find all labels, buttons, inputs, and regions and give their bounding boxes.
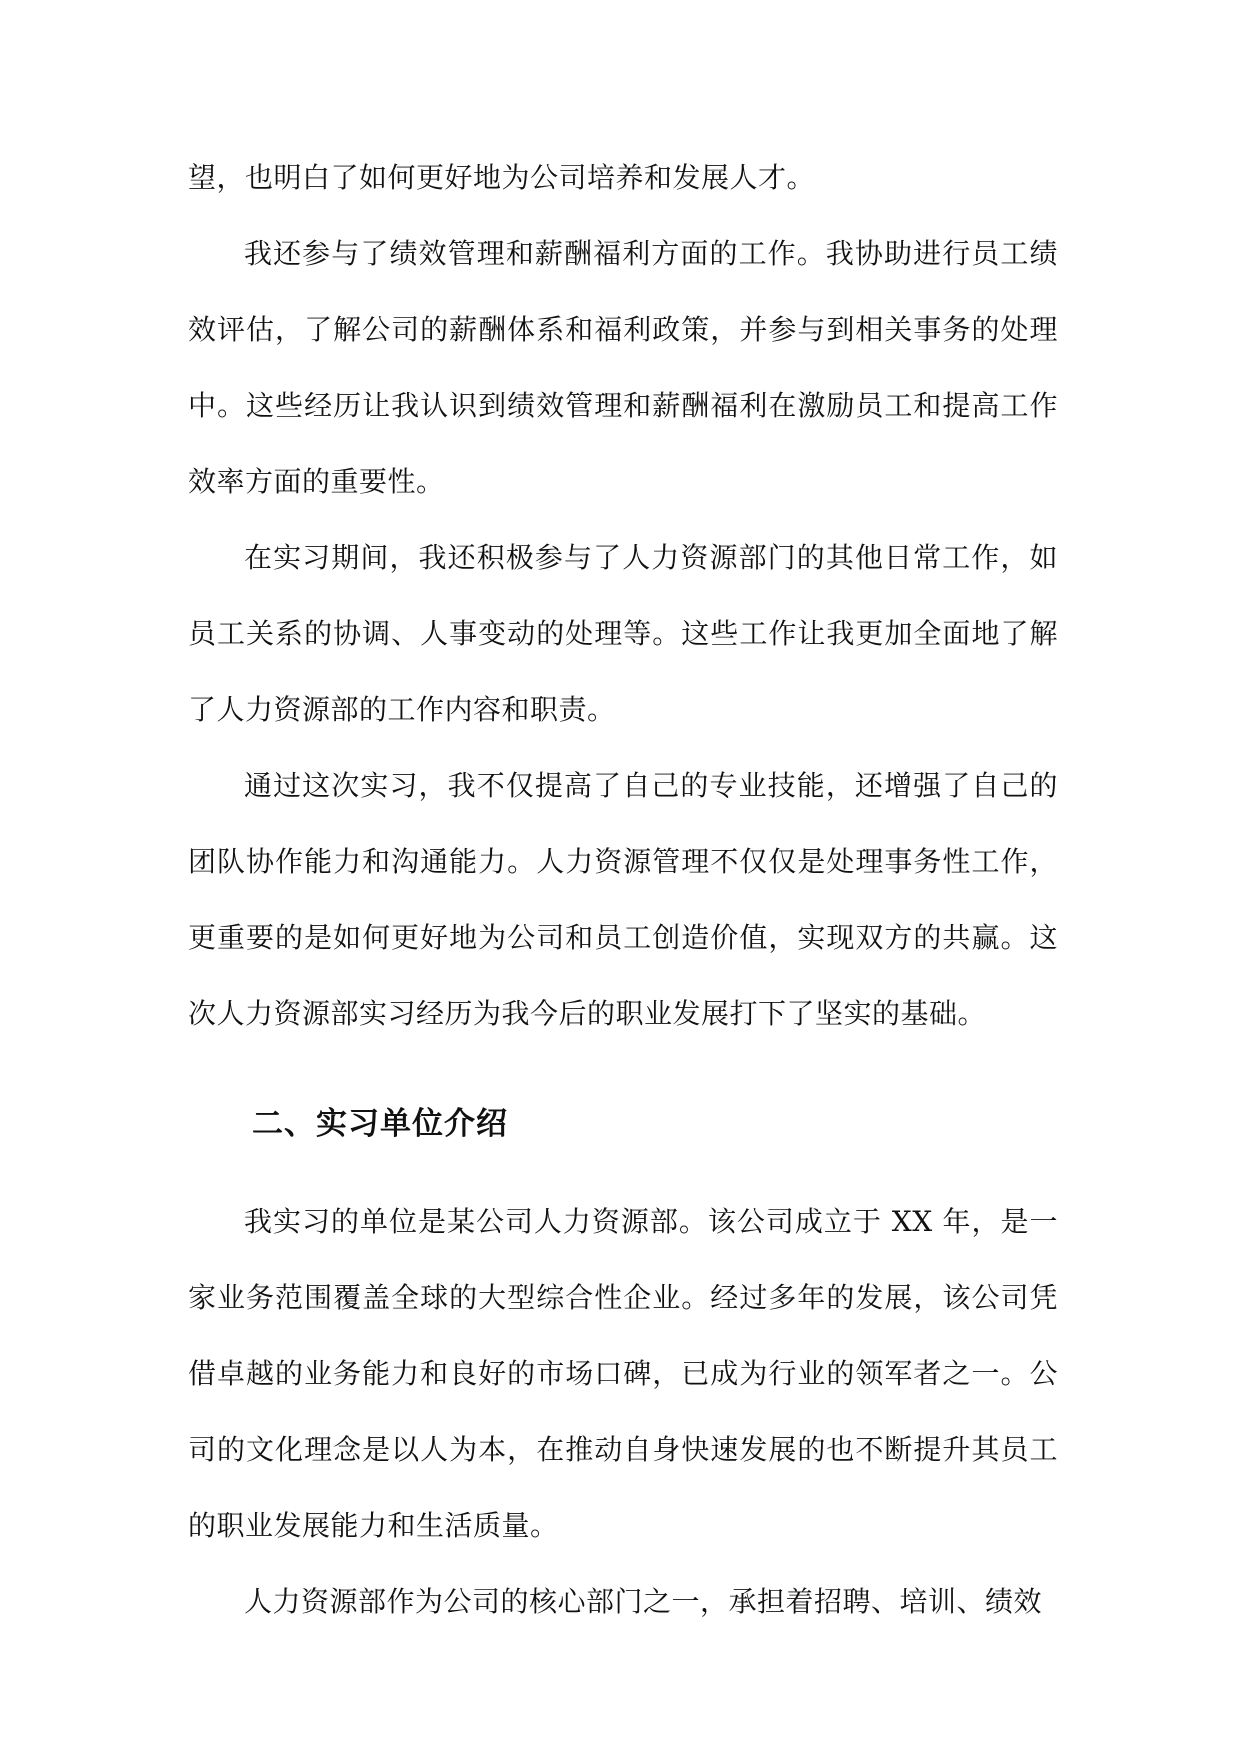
- document-body: [188, 140, 1058, 1640]
- paragraph-performance-compensation: 我还参与了绩效管理和薪酬福利方面的工作。我协助进行员工绩效评估，了解公司的薪酬体系和福利政策，并参与到相关事务的处理中。这些经历让我认识到绩效管理和薪酬福利在激励员工和提高工作效率方面的重要性。: [188, 237, 1058, 498]
- paragraph-continued: 望，也明白了如何更好地为公司培养和发展人才。: [188, 161, 816, 194]
- section-heading: 二、实习单位介绍: [252, 1106, 508, 1142]
- paragraph-hr-department: 人力资源部作为公司的核心部门之一，承担着招聘、培训、绩效: [244, 1585, 1043, 1618]
- paragraph-company-intro: 我实习的单位是某公司人力资源部。该公司成立于 XX 年，是一家业务范围覆盖全球的大型综合性企业。经过多年的发展，该公司凭借卓越的业务能力和良好的市场口碑，已成为行业的领军者之一。公司的文化理念是以人为本，在推动自身快速发展的也不断提升其员工的职业发展能力和生活质量。: [188, 1205, 1058, 1542]
- paragraph-daily-work: 在实习期间，我还积极参与了人力资源部门的其他日常工作，如员工关系的协调、人事变动的处理等。这些工作让我更加全面地了解了人力资源部的工作内容和职责。: [188, 541, 1058, 726]
- paragraph-internship-summary: 通过这次实习，我不仅提高了自己的专业技能，还增强了自己的团队协作能力和沟通能力。人力资源管理不仅仅是处理事务性工作，更重要的是如何更好地为公司和员工创造价值，实现双方的共赢。这次人力资源部实习经历为我今后的职业发展打下了坚实的基础。: [188, 769, 1058, 1030]
